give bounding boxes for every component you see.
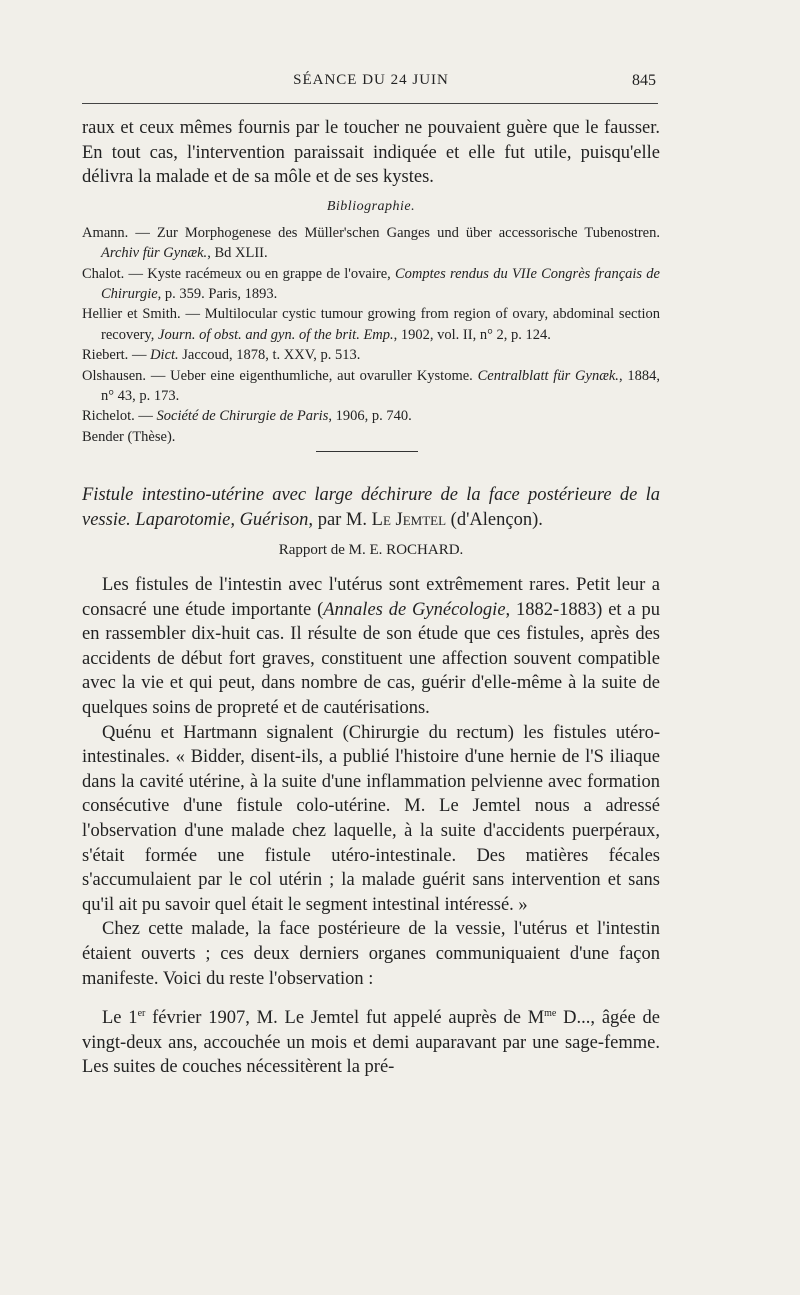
- entry-author: Richelot.: [82, 408, 135, 425]
- bibliography-entry: Hellier et Smith. — Multilocular cystic tumour growing from region of ovary, abdominal section recovery, Journ. of obst. and gyn. of the brit. Emp., 1902, vol. II, n° 2, p. 124.: [82, 306, 661, 343]
- running-header: [82, 72, 660, 94]
- bibliography-entry: [82, 427, 660, 447]
- paragraph: Les fistules de l'intestin avec l'utérus sont extrêmement rares. Petit leur a consacré une étude importante (Annales de Gynécologie, 1882-1883) et a pu en rassembler dix-huit cas. Il résulte de son étude que ces fistules, après des accidents de début fort graves, constituent une affection souvent compatible avec la vie et qui peut, dans nombre de cas, guérir d'elle-même à la suite de quelques soins de propreté et de cautérisations.: [82, 575, 660, 719]
- bibliography-list: [82, 223, 660, 447]
- entry-journal: Comptes rendus du VIIe Congrès français de Chirurgie: [101, 265, 660, 302]
- entry-journal: Dict.: [150, 347, 179, 364]
- entry-journal: Centralblatt für Gynæk.: [477, 367, 619, 384]
- entry-author: Chalot.: [82, 265, 125, 282]
- paragraph-continuation: raux et ceux mêmes fournis par le toucher ne pouvaient guère que le fausser. En tout cas, l'intervention paraissait indiquée et elle fut utile, puisqu'elle délivra la malade et de sa môle et de ses kystes.: [82, 118, 660, 188]
- header-rule: [82, 103, 658, 104]
- bibliography-entry: Richelot. — Société de Chirurgie de Paris, 1906, p. 740.: [82, 408, 412, 425]
- page-body: [82, 116, 660, 1080]
- paragraph: Quénu et Hartmann signalent (Chirurgie du rectum) les fistules utéro-intestinales. « Bidder, disent-ils, a publié l'histoire d'une hernie de l'S iliaque dans la cavité utérine, à la suite d'une inflammation pelvienne avec formation consécutive d'une fistule colo-utérine. M. Le Jemtel nous a adressé l'observation d'une malade chez laquelle, à la suite d'accidents puerpéraux, s'était formée une fistule utéro-intestinale. Des matières fécales s'accumulaient par le col utérin ; la malade guérit sans intervention et sans qu'il ait pu savoir quel était le segment intestinal intéressé. »: [82, 722, 660, 915]
- page-number: 845: [632, 72, 656, 89]
- article-title-italic: Fistule intestino-utérine avec large déchirure de la face postérieure de la vessie. Laparotomie, Guérison,: [82, 485, 660, 530]
- paragraph: Le 1er février 1907, M. Le Jemtel fut appelé auprès de $M^{me}$ D..., âgée de vingt-deux ans, accouchée un mois et demi auparavant par une sage-femme. Les suites de couches nécessitèrent la pré-: [82, 1008, 660, 1078]
- article-title: Fistule intestino-utérine avec large déchirure de la face postérieure de la vessie. Laparotomie, Guérison, par M. Le Jemtel (d'Alençon).: [82, 485, 660, 530]
- bibliography-entry: Riebert. — Dict. Jaccoud, 1878, t. XXV, p. 513.: [82, 347, 361, 364]
- paragraph: Chez cette malade, la face postérieure de la vessie, l'utérus et l'intestin étaient ouverts ; ces deux derniers organes communiquaient d'une façon manifeste. Voici du reste l'observation :: [82, 919, 660, 989]
- section-divider: [316, 451, 418, 452]
- spacer: [82, 991, 660, 1006]
- entry-journal: Société de Chirurgie de Paris: [156, 408, 329, 425]
- entry-journal: Archiv für Gynæk.: [101, 245, 208, 262]
- entry-author: Hellier et Smith.: [82, 306, 181, 323]
- bibliography-heading: Bibliographie.: [326, 198, 416, 214]
- bibliography-entry: Chalot. — Kyste racémeux ou en grappe de l'ovaire, Comptes rendus du VIIe Congrès français de Chirurgie, p. 359. Paris, 1893.: [82, 265, 660, 302]
- bibliography-entry: Olshausen. — Ueber eine eigenthumliche, aut ovaruller Kystome. Centralblatt für Gynæk., 1884, n° 43, p. 173.: [82, 367, 660, 405]
- report-byline: Rapport de M. E. ROCHARD.: [278, 542, 464, 559]
- article-author: Le Jemtel: [371, 509, 447, 530]
- running-title: SÉANCE DU 24 JUIN: [293, 72, 449, 88]
- entry-author: Olshausen.: [82, 367, 147, 384]
- entry-author: Amann.: [82, 224, 129, 241]
- entry-journal: Journ. of obst. and gyn. of the brit. Emp.: [158, 326, 394, 343]
- bibliography-entry: Amann. — Zur Morphogenese des Müller'schen Ganges und über accessorische Tubenostren. Archiv für Gynæk., Bd XLII.: [82, 224, 660, 262]
- entry-author: Riebert.: [82, 347, 129, 364]
- entry-author: Bender (Thèse).: [82, 428, 176, 445]
